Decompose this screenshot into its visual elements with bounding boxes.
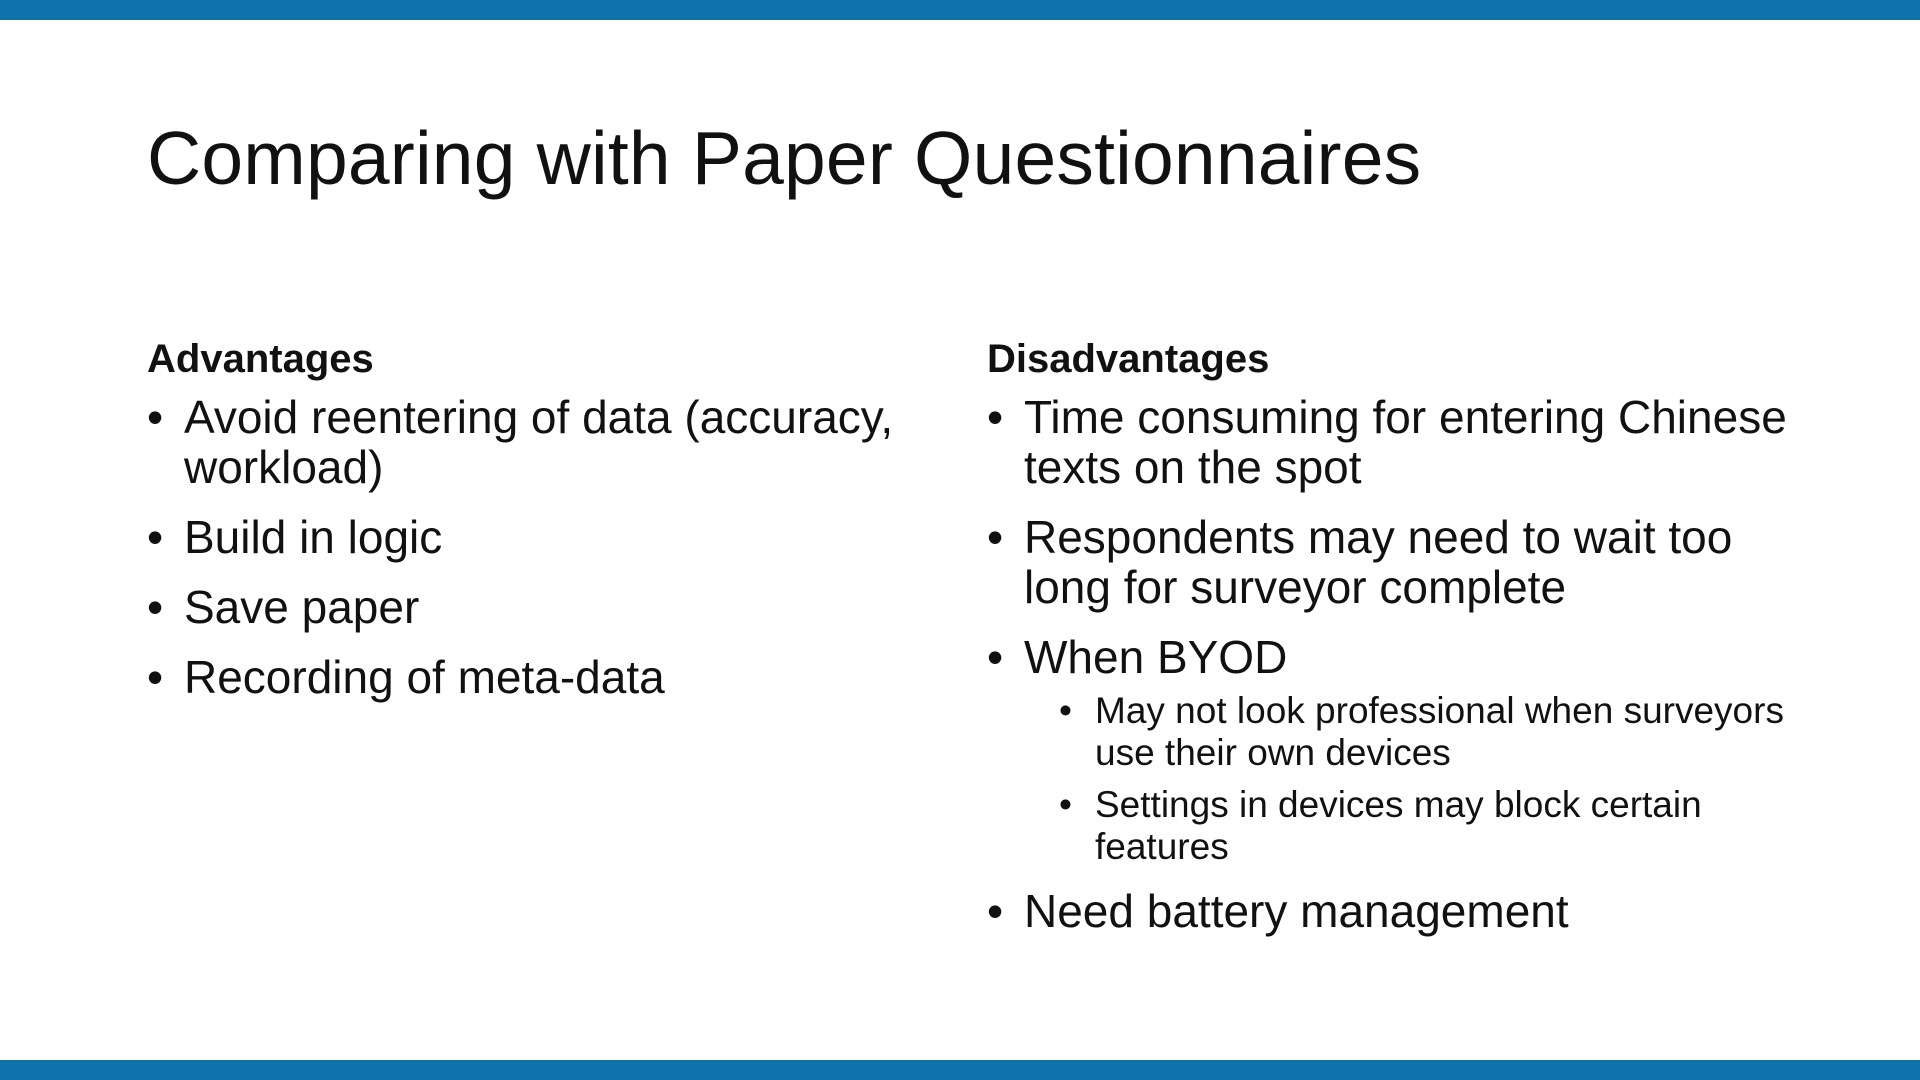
list-item [147,582,937,632]
sub-list-item [1059,690,1787,774]
bullet-icon: • [1059,784,1072,825]
list-item-text: Recording of meta-data [184,651,665,703]
bullet-icon: • [147,651,164,703]
slide-title: Comparing with Paper Questionnaires [147,116,1422,200]
disadvantages-list [987,392,1787,936]
list-item-text: Avoid reentering of data (accuracy, workload) [184,391,894,493]
sub-list-item-text: Settings in devices may block certain features [1095,784,1702,867]
advantages-column [147,330,937,722]
top-accent-bar [0,0,1920,20]
bullet-icon: • [147,581,164,633]
bullet-icon: • [987,511,1004,563]
list-item-text: Time consuming for entering Chinese texts on the spot [1024,391,1787,493]
sub-list-item [1059,784,1787,868]
list-item [987,512,1787,612]
list-item-text: Respondents may need to wait too long for surveyor complete [1024,511,1733,613]
advantages-list [147,392,937,702]
advantages-heading: Advantages [147,337,374,381]
sub-list-item-text: May not look professional when surveyors use their own devices [1095,690,1784,773]
bullet-icon: • [987,631,1004,683]
list-item-text: Save paper [184,581,420,633]
bullet-icon: • [987,885,1004,937]
list-item-text: Need battery management [1024,885,1569,937]
list-item [987,886,1787,936]
bullet-icon: • [987,391,1004,443]
bullet-icon: • [147,391,164,443]
list-item-text: Build in logic [184,511,443,563]
list-item [987,392,1787,492]
bottom-accent-bar [0,1060,1920,1080]
list-item [147,392,937,492]
list-item [987,632,1787,868]
disadvantages-heading: Disadvantages [987,337,1270,381]
list-item [147,512,937,562]
bullet-icon: • [1059,690,1072,731]
disadvantages-column [987,330,1787,956]
bullet-icon: • [147,511,164,563]
byod-sublist [1024,690,1787,868]
list-item-text: When BYOD [1024,631,1288,683]
list-item [147,652,937,702]
